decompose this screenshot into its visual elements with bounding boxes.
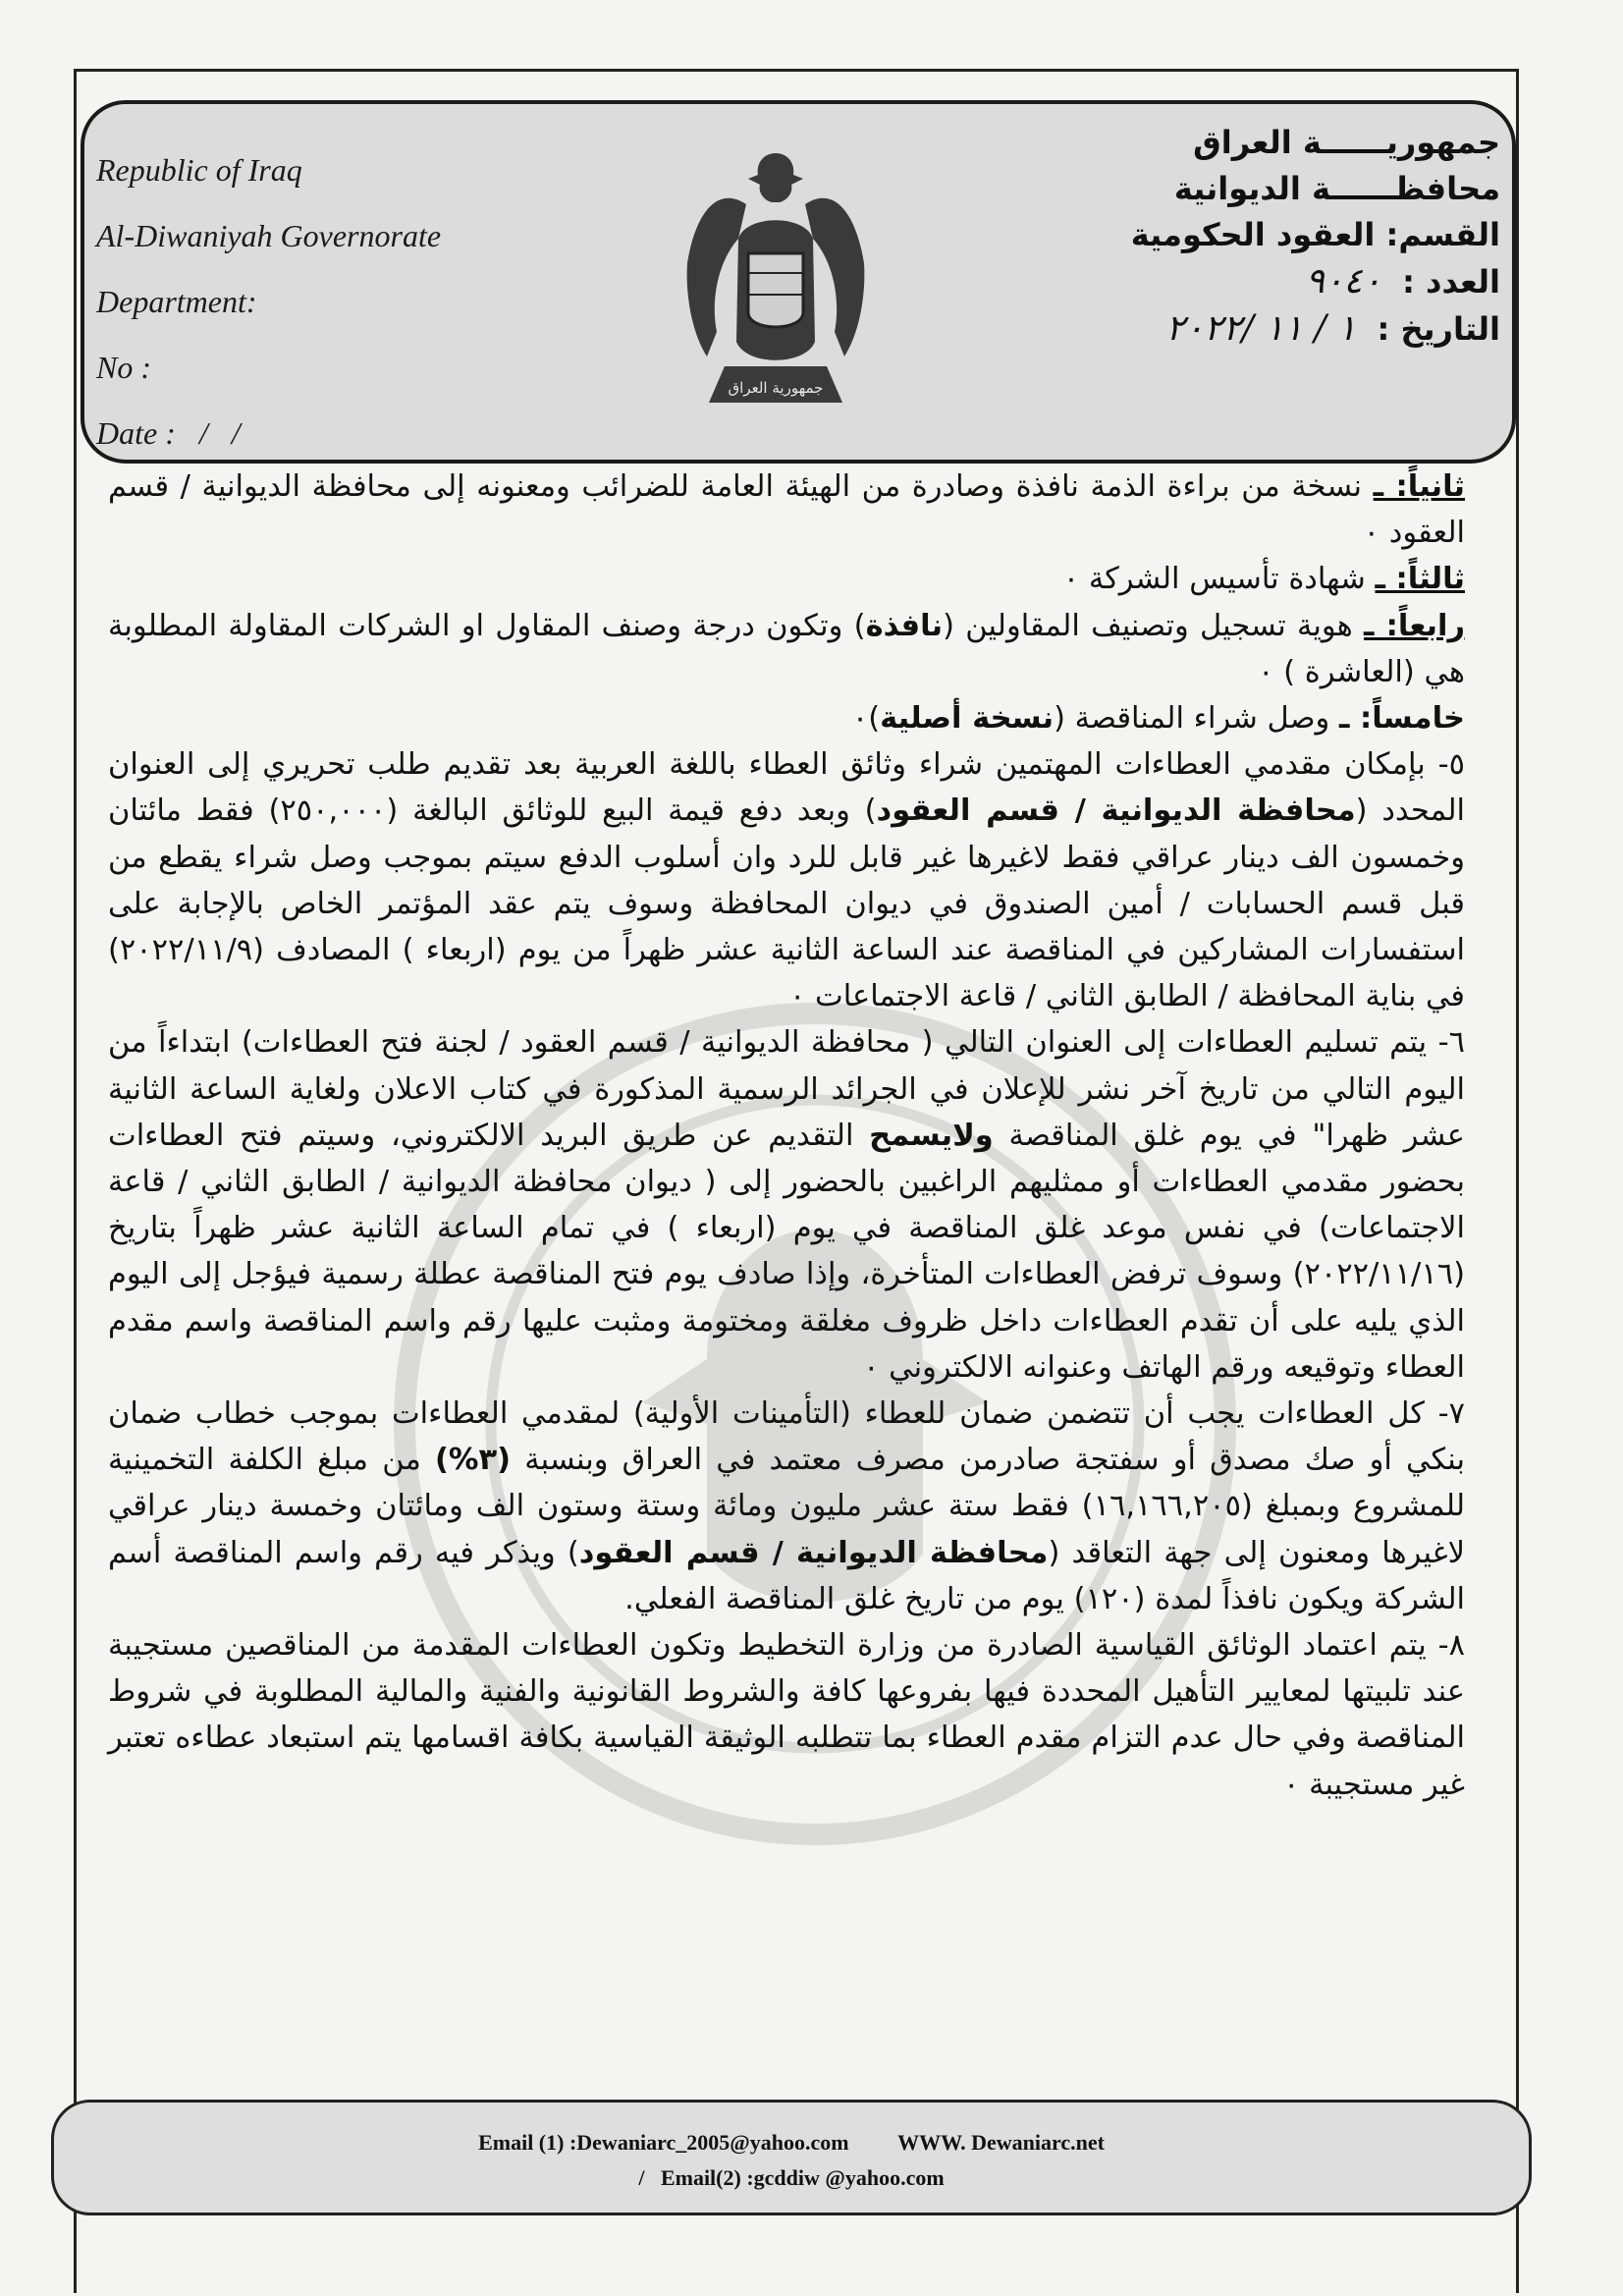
ar-number-value: ٩٠٤٠ — [1305, 261, 1381, 301]
item-6 — [108, 1019, 1465, 1391]
item-8 — [108, 1622, 1465, 1808]
ar-number-label: العدد : — [1402, 263, 1500, 301]
ar-number-row — [950, 258, 1500, 305]
clause-secondly-head: ثانياً: ـ — [1373, 469, 1465, 504]
clause-fourthly-text-b: ) وتكون درجة وصنف المقاول او الشركات المقاولة المطلوبة هي (العاشرة ) ٠ — [108, 608, 1465, 689]
clause-fourthly-head: رابعاً: ـ — [1364, 608, 1466, 643]
item-8-text: ٨- يتم اعتماد الوثائق القياسية الصادرة من وزارة التخطيط وتكون العطاءات المقدمة من المناقصين مستجيبة عند تلبيتها لمعايير التأهيل المحددة فيها بفروعها كافة والشروط القانونية والفنية والمالية المطلوبة في شروط المناقصة وفي حال عدم التزام مقدم العطاء بما تتطلبه الوثيقة القياسية بكافة اقسامها يتم استبعاد عطاءه تعتبر غير مستجيبة ٠ — [108, 1628, 1465, 1802]
en-department: Department: — [96, 284, 257, 319]
item-6-text-b: التقديم عن طريق البريد الالكتروني، وسيتم فتح العطاءات بحضور مقدمي العطاءات أو ممثليهم الراغبين بالحضور إلى ( ديوان محافظة الديوانية / الطابق الثاني / قاعة الاجتماعات) في نفس موعد غلق المناقصة في يوم (اربعاء ) في تمام الساعة الثانية عشر ظهراً بتاريخ (٢٠٢٢/١١/١٦) وسوف ترفض العطاءات المتأخرة، وإذا صادف يوم فتح المناقصة عطلة رسمية فيؤجل إلى اليوم الذي يليه على أن تقدم العطاءات داخل ظروف مغلقة ومختومة ومثبت عليها رقم واسم المناقصة واسم مقدم العطاء وتوقيعه ورقم الهاتف وعنوانه الالكتروني ٠ — [108, 1118, 1465, 1385]
footer-email-1[interactable]: Email (1) :Dewaniarc_2005@yahoo.com — [478, 2130, 849, 2155]
clause-fifthly-text-a: وصل شراء المناقصة ( — [1054, 701, 1339, 737]
en-number: No : — [96, 350, 151, 385]
clause-thirdly-head: ثالثاً: ـ — [1375, 562, 1465, 597]
clause-fifthly-head: خامساً: ـ — [1338, 701, 1465, 737]
en-date: Date : / / — [96, 415, 241, 451]
item-7-text-a: ٧- كل العطاءات يجب أن تتضمن ضمان للعطاء (التأمينات الأولية) لمقدمي العطاءات بموجب خطاب ضمان بنكي أو صك مصدق أو سفتجة صادرمن مصرف معتمد في العراق وبنسبة — [108, 1396, 1465, 1478]
item-5-bold: محافظة الديوانية / قسم العقود — [876, 793, 1356, 829]
clause-secondly-text: نسخة من براءة الذمة نافذة وصادرة من الهيئة العامة للضرائب ومعنونه إلى محافظة الديوانية / قسم العقود ٠ — [108, 469, 1465, 551]
item-6-text-a: ٦- يتم تسليم العطاءات إلى العنوان التالي ( محافظة الديوانية / قسم العقود / لجنة فتح العطاءات) ابتداءاً من اليوم التالي من تاريخ آخر نشر للإعلان في الجرائد الرسمية المذكورة في كتاب الاعلان ولغاية الساعة الثانية عشر ظهرا" في يوم غلق المناقصة — [108, 1025, 1465, 1153]
en-republic: Republic of Iraq — [96, 152, 302, 188]
footer-contact — [51, 2100, 1532, 2215]
clause-fourthly-bold: نافذة — [865, 608, 944, 643]
clause-thirdly — [108, 556, 1465, 602]
footer-website[interactable]: WWW. Dewaniarc.net — [897, 2130, 1105, 2155]
item-5-text-b: ) وبعد دفع قيمة البيع للوثائق البالغة (٢٥٠,٠٠٠) فقط مائتان وخمسون الف دينار عراقي فقط لاغيرها غير قابل للرد وان أسلوب الدفع سيتم بموجب وصل شراء يقطع من قبل قسم الحسابات / أمين الصندوق في ديوان المحافظة وسوف يتم عقد المؤتمر الخاص بالإجابة على استفسارات المشاركين في المناقصة عند الساعة الثانية عشر ظهراً من يوم (اربعاء ) المصادف (٢٠٢٢/١١/٩) في بناية المحافظة / الطابق الثاني / قاعة الاجتماعات ٠ — [108, 793, 1465, 1014]
iraq-eagle-emblem-icon — [677, 145, 874, 430]
document-body — [108, 464, 1465, 1808]
item-7 — [108, 1391, 1465, 1622]
footer-row-1 — [54, 2130, 1529, 2156]
item-7-bold-a: (٣%) — [434, 1443, 512, 1478]
letterhead-arabic — [950, 120, 1500, 353]
ar-governorate: محافظــــــة الديوانية — [1173, 170, 1500, 207]
item-5 — [108, 741, 1465, 1019]
en-governorate: Al-Diwaniyah Governorate — [96, 218, 442, 253]
letterhead-english — [96, 137, 528, 466]
ar-date-row — [950, 305, 1500, 353]
clause-fifthly-bold: نسخة أصلية — [880, 701, 1055, 737]
ar-date-label: التاريخ : — [1377, 310, 1500, 348]
clause-fifthly — [108, 695, 1465, 741]
footer-email-2[interactable]: / Email(2) :gcddiw @yahoo.com — [638, 2165, 945, 2190]
item-7-text-c: ) ويذكر فيه رقم واسم المناقصة أسم الشركة ويكون نافذاً لمدة (١٢٠) يوم من تاريخ غلق المناقصة الفعلي. — [108, 1535, 1465, 1616]
clause-fifthly-text-b: )٠ — [851, 701, 881, 737]
ar-department: القسم: العقود الحكومية — [1130, 216, 1500, 253]
item-6-bold: ولايسمح — [869, 1118, 994, 1153]
ar-republic: جمهوريــــــة العراق — [1193, 124, 1500, 161]
emblem-caption: جمهورية العراق — [728, 379, 824, 397]
item-7-text-b: من مبلغ الكلفة التخمينية للمشروع وبمبلغ (١٦,١٦٦,٢٠٥) فقط ستة عشر مليون ومائة وستة وستون الف ومائتان وخمسة دينار عراقي لاغيرها ومعنون إلى جهة التعاقد ( — [108, 1443, 1465, 1570]
clause-thirdly-text: شهادة تأسيس الشركة ٠ — [1062, 562, 1376, 597]
ar-date-value: ١ / ١١ /٢٠٢٢ — [1165, 308, 1357, 349]
item-5-text-a: ٥- بإمكان مقدمي العطاءات المهتمين شراء وثائق العطاء باللغة العربية بعد تقديم طلب تحريري إلى العنوان المحدد ( — [108, 747, 1465, 829]
clause-secondly — [108, 464, 1465, 556]
item-7-bold-b: محافظة الديوانية / قسم العقود — [578, 1535, 1049, 1570]
clause-fourthly-text-a: هوية تسجيل وتصنيف المقاولين ( — [943, 608, 1365, 643]
clause-fourthly — [108, 603, 1465, 695]
